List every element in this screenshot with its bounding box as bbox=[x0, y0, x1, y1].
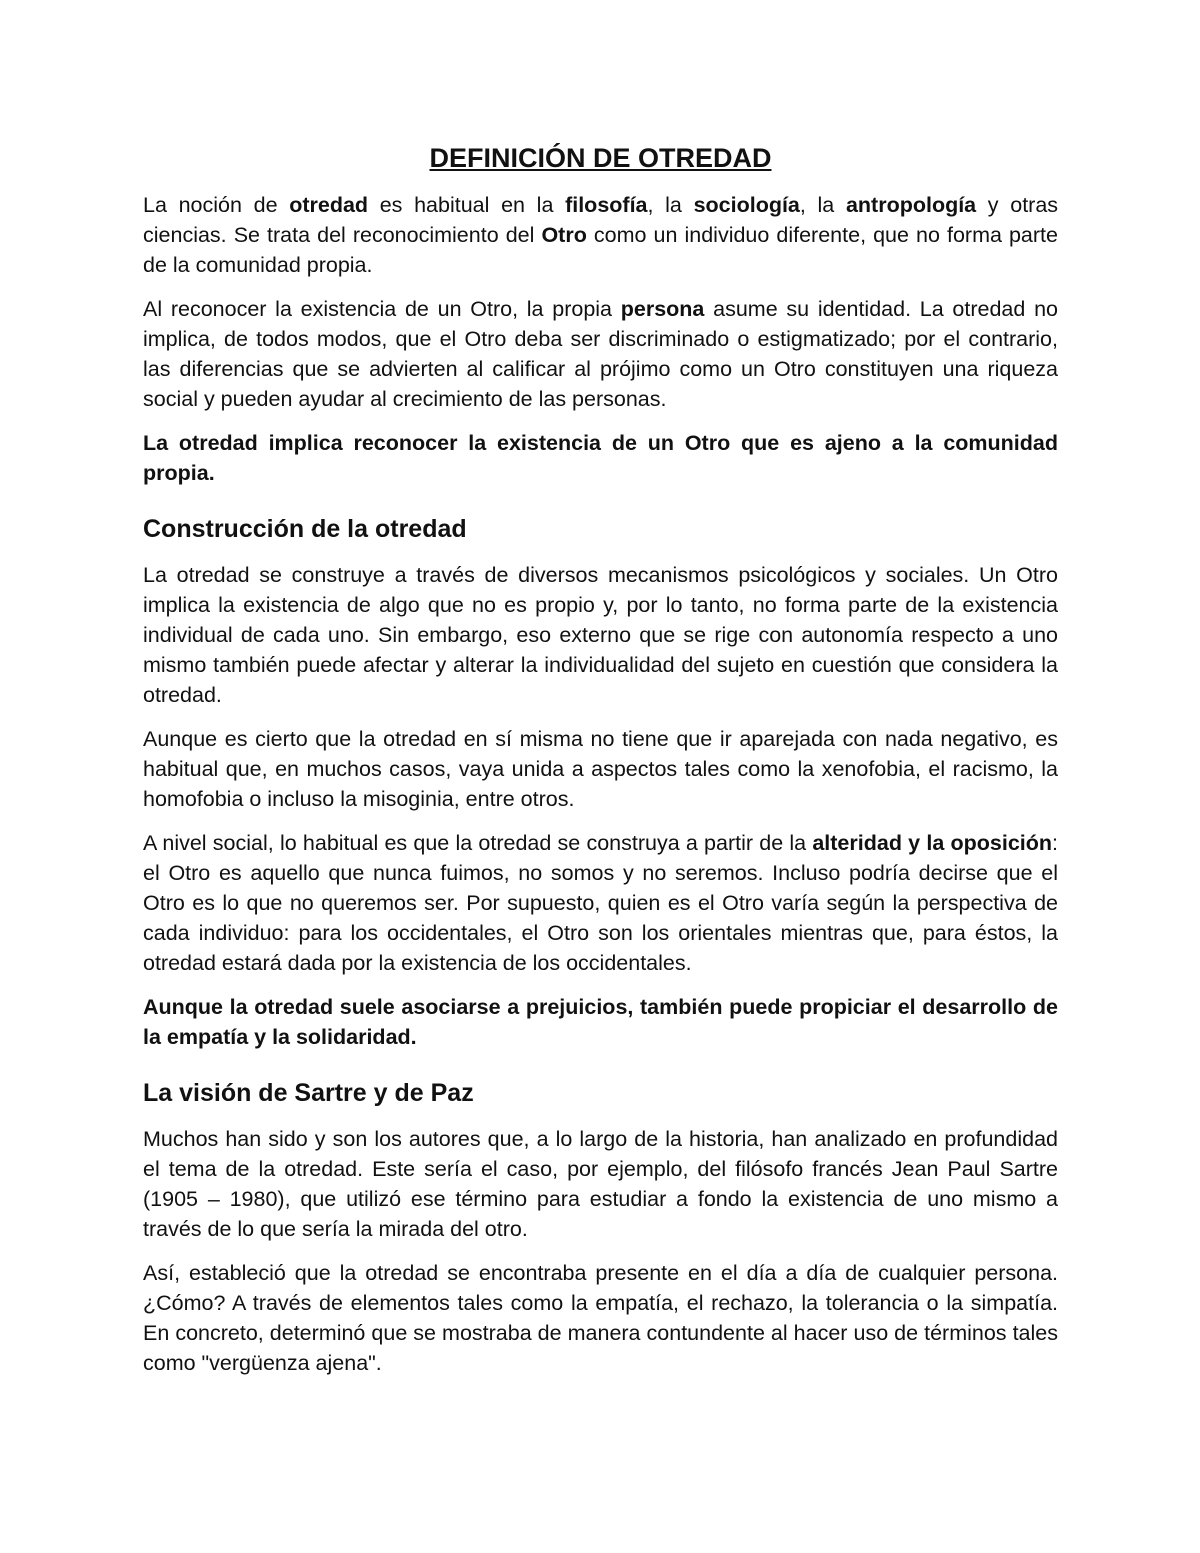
paragraph-negative: Aunque es cierto que la otredad en sí misma no tiene que ir aparejada con nada negativo, es habitual que, en muchos casos, vaya unida a aspectos tales como la xenofobia, el racismo, la homofobia o incluso la misoginia, entre otros. bbox=[143, 727, 1058, 811]
bold-term: persona bbox=[620, 297, 705, 321]
paragraph-identity bbox=[143, 294, 1058, 414]
text: y otras ciencias. Se trata del reconocimiento del bbox=[143, 193, 1059, 247]
text: Al reconocer la existencia de un Otro, la propia bbox=[143, 297, 621, 321]
text: La noción de bbox=[143, 193, 290, 217]
paragraph-social bbox=[143, 828, 1058, 978]
section-heading-construccion: Construcción de la otredad bbox=[143, 515, 467, 543]
bold-term: filosofía bbox=[565, 193, 648, 217]
bold-term: alteridad y la oposición bbox=[812, 831, 1053, 855]
paragraph-empathy: Así, estableció que la otredad se encontraba presente en el día a día de cualquier persona. ¿Cómo? A través de elementos tales como la empatía, el rechazo, la tolerancia o la simpatía. En concreto, determinó que se mostraba de manera contundente al hacer uso de términos tales como "vergüenza ajena". bbox=[143, 1261, 1058, 1375]
text: asume su identidad. La otredad no implica, de todos modos, que el Otro deba ser discriminado o estigmatizado; por el contrario, las diferencias que se advierten al calificar al prójimo como un Otro constituyen una riqueza social y pueden ayudar al crecimiento de las personas. bbox=[143, 297, 1058, 411]
text: , la bbox=[647, 193, 694, 217]
text: A nivel social, lo habitual es que la otredad se construya a partir de la bbox=[143, 831, 813, 855]
text: , la bbox=[799, 193, 846, 217]
bold-term: Otro bbox=[541, 223, 587, 247]
document-page bbox=[143, 138, 1058, 1392]
paragraph-sartre: Muchos han sido y son los autores que, a lo largo de la historia, han analizado en profundidad el tema de la otredad. Este sería el caso, por ejemplo, del filósofo francés Jean Paul Sartre (1905 – 1980), que utilizó ese término para estudiar a fondo la existencia de uno mismo a través de lo que sería la mirada del otro. bbox=[143, 1127, 1058, 1241]
bold-term: antropología bbox=[845, 193, 977, 217]
text: es habitual en la bbox=[368, 193, 566, 217]
text: : el Otro es aquello que nunca fuimos, no somos y no seremos. Incluso podría decirse que el Otro es lo que no queremos ser. Por supuesto, quien es el Otro varía según la perspectiva de cada individuo: para los occidentales, el Otro son los orientales mientras que, para éstos, la otredad estará dada por la existencia de los occidentales. bbox=[143, 831, 1059, 975]
text: como un individuo diferente, que no forma parte de la comunidad propia. bbox=[143, 223, 1058, 277]
page-title: DEFINICIÓN DE OTREDAD bbox=[429, 143, 772, 173]
highlight-paragraph-1: La otredad implica reconocer la existencia de un Otro que es ajeno a la comunidad propia. bbox=[143, 431, 1058, 485]
paragraph-mechanisms: La otredad se construye a través de diversos mecanismos psicológicos y sociales. Un Otro implica la existencia de algo que no es propio y, por lo tanto, no forma parte de la existencia individual de cada uno. Sin embargo, eso externo que se rige con autonomía respecto a uno mismo también puede afectar y alterar la individualidad del sujeto en cuestión que considera la otredad. bbox=[143, 563, 1058, 707]
bold-term: otredad bbox=[289, 193, 369, 217]
section-heading-sartre-paz: La visión de Sartre y de Paz bbox=[143, 1079, 474, 1107]
bold-term: sociología bbox=[693, 193, 800, 217]
paragraph-intro bbox=[143, 190, 1058, 280]
highlight-paragraph-2: Aunque la otredad suele asociarse a prejuicios, también puede propiciar el desarrollo de la empatía y la solidaridad. bbox=[143, 995, 1058, 1049]
